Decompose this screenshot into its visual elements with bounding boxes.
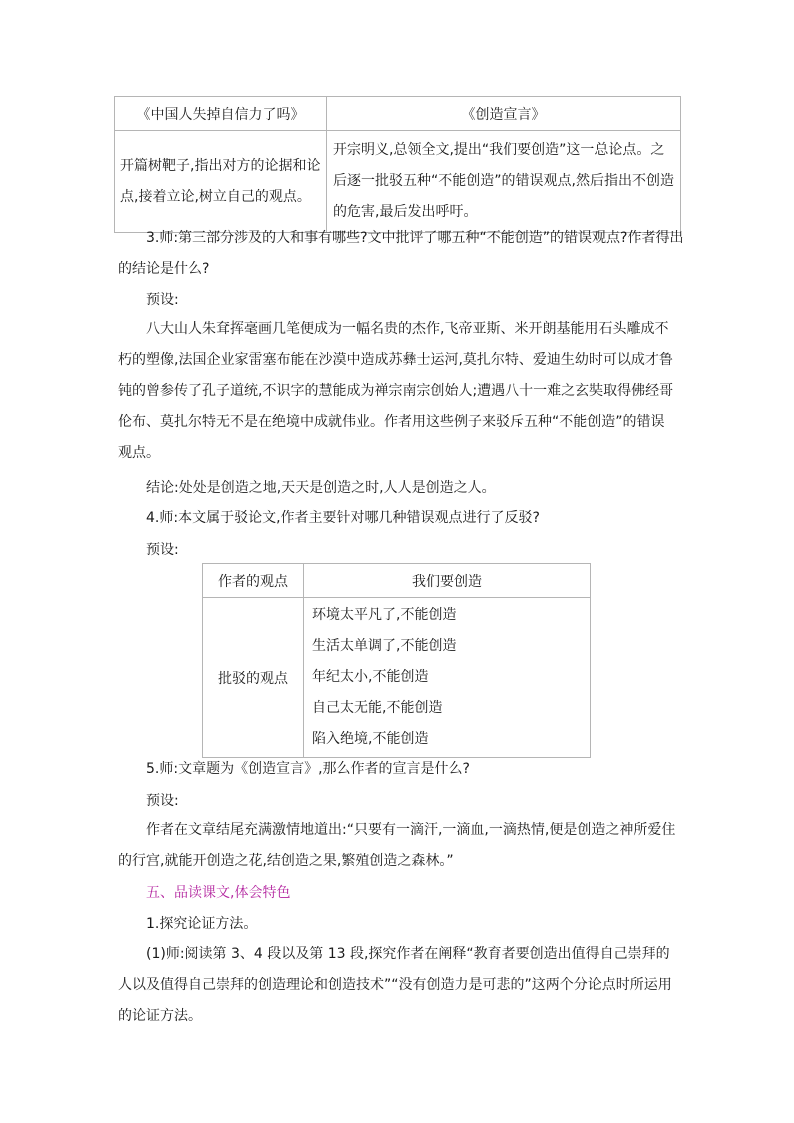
- table-cell-right: 开宗明义,总领全文,提出“我们要创造”这一总论点。之后逐一批驳五种“不能创造”的错误观点,然后指出不创造的危害,最后发出呼吁。: [327, 131, 681, 233]
- table-cell-left: 开篇树靶子,指出对方的论据和论点,接着立论,树立自己的观点。: [115, 131, 327, 233]
- table-header-right: 《创造宣言》: [327, 97, 681, 131]
- q5-answer: 作者在文章结尾充满激情地道出:“只要有一滴汗,一滴血,一滴热情,便是创造之神所爱住的行宫,就能开创造之花,结创造之果,繁殖创造之森林。”: [118, 822, 676, 869]
- q5-line1: 5.师:文章题为《创造宣言》,那么作者的宣言是什么?: [146, 761, 470, 777]
- table-header-left: 《中国人失掉自信力了吗》: [115, 97, 327, 131]
- section-heading: 五、品读课文,体会特色: [146, 885, 291, 901]
- view-item: 生活太单调了,不能创造: [312, 638, 457, 654]
- q3-answer: 八大山人朱耷挥毫画几笔便成为一幅名贵的杰作,飞帝亚斯、米开朗基能用石头雕成不朽的塑像,法国企业家雷塞布能在沙漠中造成苏彝士运河,莫扎尔特、爱迪生幼时可以成才鲁钝的曾参传了孔子道统,不识字的慧能成为禅宗南宗创始人;遭遇八十一难之玄奘取得佛经哥伦布、莫扎尔特无不是在绝境中成就伟业。作者用这些例子来驳斥五种“不能创造”的错误观点。: [118, 321, 674, 461]
- section-item-1: 1.探究论证方法。: [146, 916, 258, 932]
- views-items: [304, 598, 591, 758]
- q5-preset: 预设:: [146, 793, 179, 809]
- comparison-table: [114, 96, 681, 233]
- view-item: 环境太平凡了,不能创造: [312, 607, 457, 623]
- q4-line1: 4.师:本文属于驳论文,作者主要针对哪几种错误观点进行了反驳?: [146, 510, 540, 526]
- q3-line2: 的结论是什么?: [118, 261, 210, 277]
- views-header-left: 作者的观点: [203, 564, 304, 598]
- q3-conclusion: 结论:处处是创造之地,天天是创造之时,人人是创造之人。: [146, 480, 496, 496]
- view-item: 陷入绝境,不能创造: [312, 731, 429, 747]
- view-item: 年纪太小,不能创造: [312, 669, 429, 685]
- views-table: [202, 563, 591, 758]
- views-header-right: 我们要创造: [304, 564, 591, 598]
- section-item-1a: (1)师:阅读第 3、4 段以及第 13 段,探究作者在阐释“教育者要创造出值得自己崇拜的人以及值得自己崇拜的创造理论和创造技术”“没有创造力是可悲的”这两个分论点时所运用的论证方法。: [118, 946, 672, 1024]
- q3-preset: 预设:: [146, 292, 179, 308]
- q4-preset: 预设:: [146, 542, 179, 558]
- view-item: 自己太无能,不能创造: [312, 700, 443, 716]
- views-label: 批驳的观点: [203, 598, 304, 758]
- q3-line1: 3.师:第三部分涉及的人和事有哪些?文中批评了哪五种“不能创造”的错误观点?作者得出: [146, 230, 684, 246]
